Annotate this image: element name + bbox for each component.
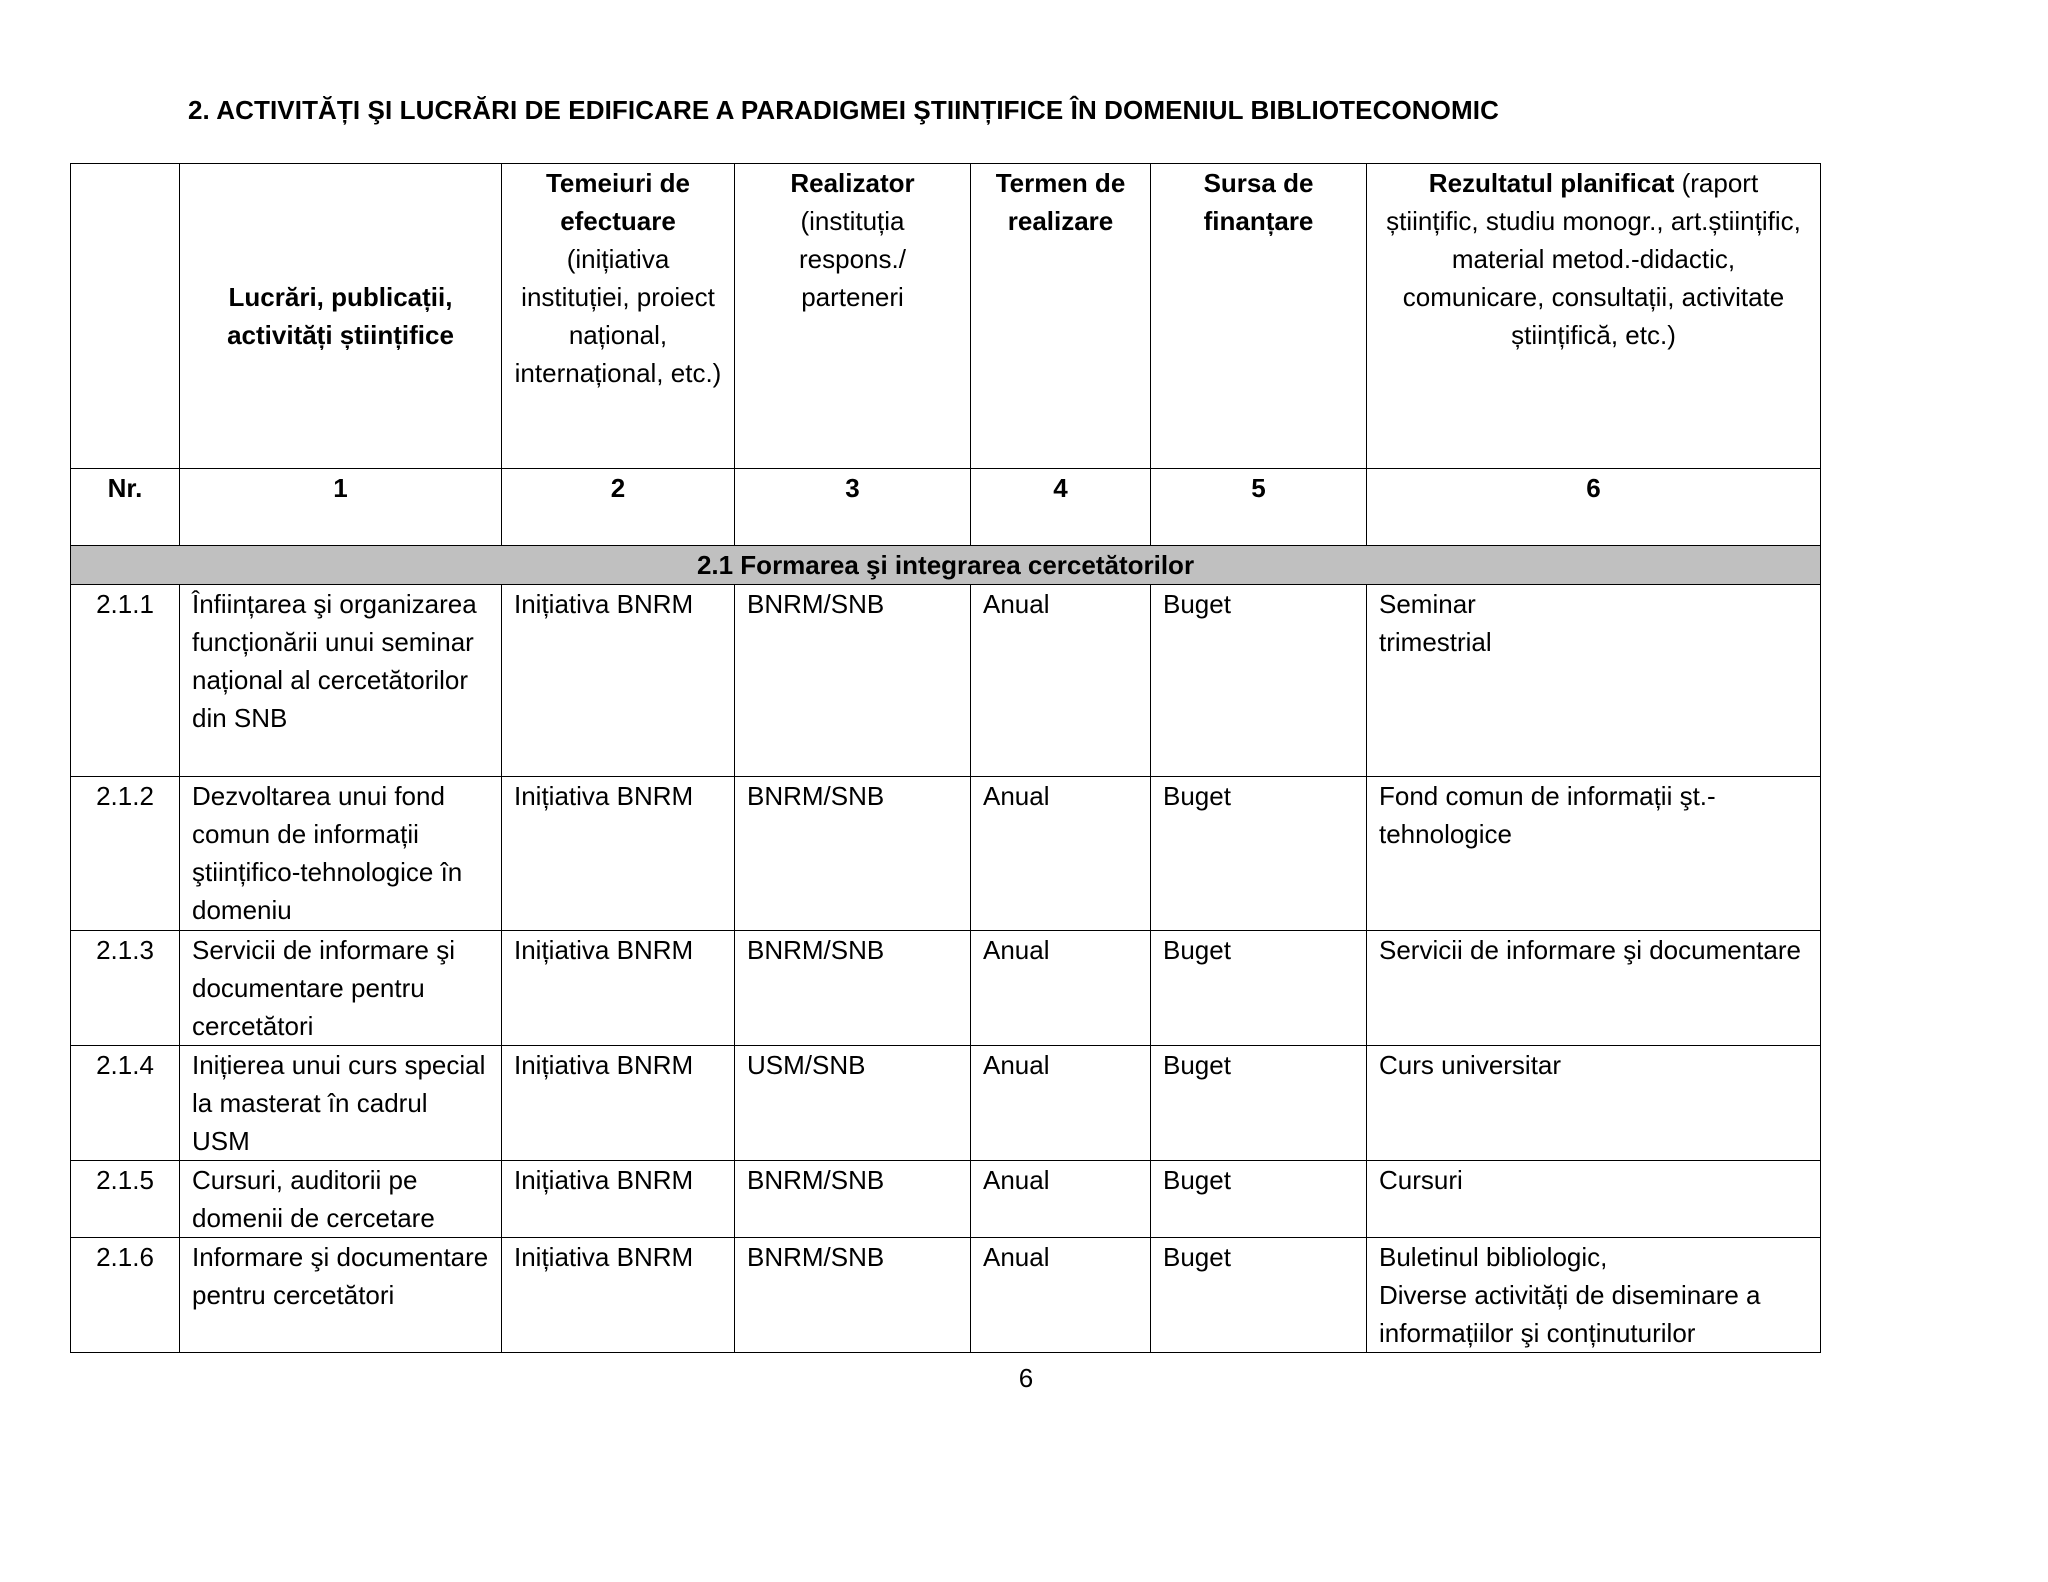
row-result: Curs universitar bbox=[1367, 1046, 1821, 1161]
row-term: Anual bbox=[971, 585, 1151, 777]
row-realizer: BNRM/SNB bbox=[735, 931, 971, 1046]
header-cell-realizer bbox=[735, 164, 971, 469]
table-row bbox=[71, 777, 1821, 931]
table-row bbox=[71, 585, 1821, 777]
row-result: Cursuri bbox=[1367, 1161, 1821, 1238]
row-result: Fond comun de informații şt.-tehnologice bbox=[1367, 777, 1821, 931]
header-result-bold: Rezultatul planificat bbox=[1428, 168, 1675, 198]
header-cell-works: Lucrări, publicații, activități științifice bbox=[180, 164, 502, 469]
row-realizer: BNRM/SNB bbox=[735, 585, 971, 777]
table-row bbox=[71, 1238, 1821, 1353]
header-basis-bold: Temeiuri de efectuare bbox=[545, 168, 690, 236]
row-result: Servicii de informare şi documentare bbox=[1367, 931, 1821, 1046]
row-basis: Inițiativa BNRM bbox=[502, 1046, 735, 1161]
row-work: Cursuri, auditorii pe domenii de cercetare bbox=[180, 1161, 502, 1238]
row-result: Seminar trimestrial bbox=[1367, 585, 1821, 777]
row-realizer: USM/SNB bbox=[735, 1046, 971, 1161]
activities-table bbox=[70, 163, 1821, 1353]
section-heading: 2. ACTIVITĂȚI ŞI LUCRĂRI DE EDIFICARE A PARADIGMEI ŞTIINȚIFICE ÎN DOMENIUL BIBLIOTECONOMIC bbox=[188, 95, 1499, 125]
row-result: Buletinul bibliologic, Diverse activități de diseminare a informațiilor şi conținuturilor bbox=[1367, 1238, 1821, 1353]
row-number: 2.1.2 bbox=[71, 777, 180, 931]
column-number-3: 3 bbox=[735, 469, 971, 546]
row-source: Buget bbox=[1151, 585, 1367, 777]
header-cell-result bbox=[1367, 164, 1821, 469]
row-basis: Inițiativa BNRM bbox=[502, 1161, 735, 1238]
header-cell-nr bbox=[71, 164, 180, 469]
row-realizer: BNRM/SNB bbox=[735, 777, 971, 931]
row-work: Informare şi documentare pentru cercetători bbox=[180, 1238, 502, 1353]
row-number: 2.1.3 bbox=[71, 931, 180, 1046]
table-row bbox=[71, 1046, 1821, 1161]
row-term: Anual bbox=[971, 931, 1151, 1046]
row-basis: Inițiativa BNRM bbox=[502, 931, 735, 1046]
row-number: 2.1.6 bbox=[71, 1238, 180, 1353]
column-number-1: 1 bbox=[180, 469, 502, 546]
row-source: Buget bbox=[1151, 1161, 1367, 1238]
row-basis: Inițiativa BNRM bbox=[502, 777, 735, 931]
header-realizer-detail: (instituția respons./ parteneri bbox=[799, 206, 906, 312]
row-term: Anual bbox=[971, 1046, 1151, 1161]
row-work: Dezvoltarea unui fond comun de informații ştiințifico-tehnologice în domeniu bbox=[180, 777, 502, 931]
header-result-detail: (raport științific, studiu monogr., art.științific, material metod.-didactic, comunicare, consultații, activitate științifică, etc.) bbox=[1386, 168, 1801, 350]
section-row bbox=[71, 546, 1821, 585]
header-cell-basis bbox=[502, 164, 735, 469]
row-term: Anual bbox=[971, 1161, 1151, 1238]
row-basis: Inițiativa BNRM bbox=[502, 585, 735, 777]
row-term: Anual bbox=[971, 1238, 1151, 1353]
header-row bbox=[71, 164, 1821, 469]
header-realizer-bold: Realizator bbox=[790, 168, 915, 198]
row-realizer: BNRM/SNB bbox=[735, 1161, 971, 1238]
row-number: 2.1.5 bbox=[71, 1161, 180, 1238]
page-number: 6 bbox=[1018, 1363, 1034, 1393]
column-number-4: 4 bbox=[971, 469, 1151, 546]
row-number: 2.1.1 bbox=[71, 585, 180, 777]
table-row bbox=[71, 1161, 1821, 1238]
column-number-6: 6 bbox=[1367, 469, 1821, 546]
row-term: Anual bbox=[971, 777, 1151, 931]
column-number-2: 2 bbox=[502, 469, 735, 546]
row-source: Buget bbox=[1151, 1238, 1367, 1353]
row-work: Servicii de informare şi documentare pentru cercetători bbox=[180, 931, 502, 1046]
row-source: Buget bbox=[1151, 931, 1367, 1046]
table-row bbox=[71, 931, 1821, 1046]
section-title: 2.1 Formarea şi integrarea cercetătorilor bbox=[71, 546, 1821, 585]
header-cell-source: Sursa de finanțare bbox=[1151, 164, 1367, 469]
row-source: Buget bbox=[1151, 1046, 1367, 1161]
row-source: Buget bbox=[1151, 777, 1367, 931]
header-basis-detail: (inițiativa instituției, proiect național, internațional, etc.) bbox=[514, 244, 722, 388]
column-number-5: 5 bbox=[1151, 469, 1367, 546]
column-number-nr: Nr. bbox=[71, 469, 180, 546]
row-work: Inițierea unui curs special la masterat în cadrul USM bbox=[180, 1046, 502, 1161]
header-cell-term: Termen de realizare bbox=[971, 164, 1151, 469]
row-number: 2.1.4 bbox=[71, 1046, 180, 1161]
row-basis: Inițiativa BNRM bbox=[502, 1238, 735, 1353]
column-number-row bbox=[71, 469, 1821, 546]
row-work: Înființarea şi organizarea funcționării unui seminar național al cercetătorilor din SNB bbox=[180, 585, 502, 777]
row-realizer: BNRM/SNB bbox=[735, 1238, 971, 1353]
